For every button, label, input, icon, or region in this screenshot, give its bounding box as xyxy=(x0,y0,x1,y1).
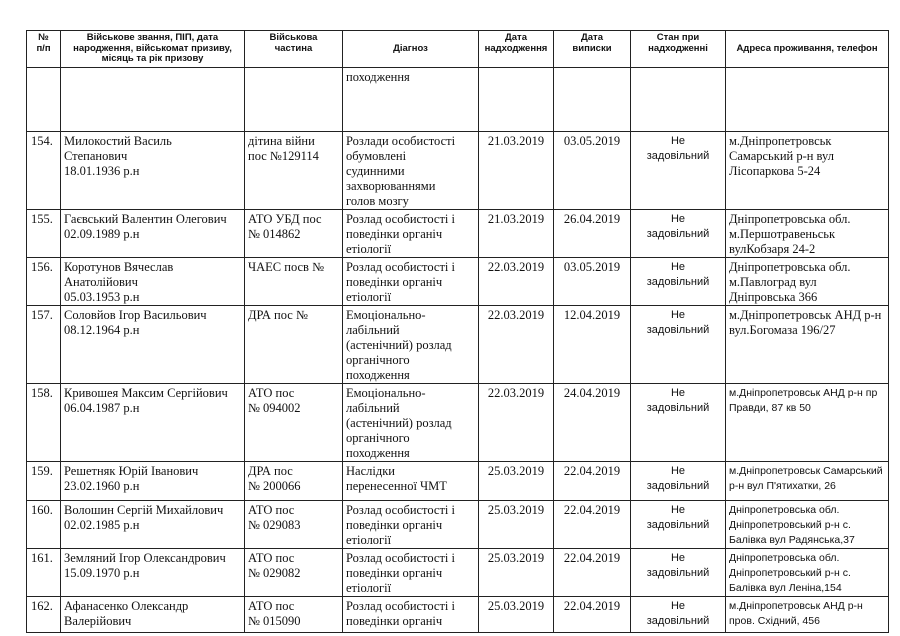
unit-cell xyxy=(245,67,343,131)
discharge-date: 22.04.2019 xyxy=(563,598,621,613)
arrival-date: 25.03.2019 xyxy=(487,550,545,565)
text-line: Дніпропетровська обл. xyxy=(729,259,851,274)
text-line: АТО пос xyxy=(248,385,295,400)
text-line: Самарський р-н вул xyxy=(729,148,834,163)
state-cell xyxy=(631,257,726,305)
text-line: задовільний xyxy=(646,227,710,240)
name-cell xyxy=(61,209,245,257)
state-cell xyxy=(631,461,726,500)
text-line: Дніпропетровський р-н с. xyxy=(729,566,851,579)
state-cell xyxy=(631,305,726,383)
state-cell xyxy=(631,596,726,632)
unit-cell xyxy=(245,209,343,257)
discharge-date: 03.05.2019 xyxy=(563,133,621,148)
unit-cell xyxy=(245,257,343,305)
address-cell xyxy=(726,596,889,632)
text-line: АТО пос xyxy=(248,502,295,517)
table-row xyxy=(27,500,889,548)
discharge-cell xyxy=(554,596,631,632)
discharge-cell xyxy=(554,305,631,383)
text-line: № 029082 xyxy=(248,565,301,580)
text-line: м.Дніпропетровськ АНД р-н xyxy=(729,599,863,612)
table-row xyxy=(27,596,889,632)
name-cell xyxy=(61,305,245,383)
discharge-cell xyxy=(554,257,631,305)
text-line: Правди, 87 кв 50 xyxy=(729,401,811,414)
address-cell xyxy=(726,305,889,383)
text-line: Афанасенко Олександр xyxy=(64,598,189,613)
diagnosis-cell xyxy=(343,257,479,305)
text-line: Не xyxy=(670,599,686,612)
table-row xyxy=(27,257,889,305)
text-line: поведінки органіч xyxy=(346,517,443,532)
discharge-date: 12.04.2019 xyxy=(563,307,621,322)
row-number: 161. xyxy=(31,550,53,565)
text-line: № 094002 xyxy=(248,400,301,415)
text-line: етіології xyxy=(346,289,392,304)
text-line: ДРА пос № xyxy=(248,307,308,322)
text-line: АТО пос xyxy=(248,550,295,565)
header-name: Військове звання, ПІП, дата народження, військомат призиву, місяць та рік призову xyxy=(61,31,245,68)
num-cell xyxy=(27,383,61,461)
text-line: м.Павлоград вул xyxy=(729,274,817,289)
discharge-cell xyxy=(554,548,631,596)
text-line: етіології xyxy=(346,580,392,595)
address-cell xyxy=(726,131,889,209)
text-line: 08.12.1964 р.н xyxy=(64,322,140,337)
diagnosis-cell xyxy=(343,305,479,383)
name-cell xyxy=(61,596,245,632)
text-line: 05.03.1953 р.н xyxy=(64,289,140,304)
text-line: № 014862 xyxy=(248,226,301,241)
text-line: 02.02.1985 р.н xyxy=(64,517,140,532)
header-diagnosis: Діагноз xyxy=(343,31,479,68)
text-line: Балівка вул Радянська,37 xyxy=(729,533,855,546)
discharge-cell xyxy=(554,500,631,548)
text-line: Дніпропетровський р-н с. xyxy=(729,518,851,531)
address-cell xyxy=(726,548,889,596)
table-row xyxy=(27,305,889,383)
unit-cell xyxy=(245,305,343,383)
name-cell xyxy=(61,257,245,305)
text-line: 15.09.1970 р.н xyxy=(64,565,140,580)
unit-cell xyxy=(245,596,343,632)
text-line: Решетняк Юрій Іванович xyxy=(64,463,199,478)
name-cell xyxy=(61,383,245,461)
num-cell xyxy=(27,305,61,383)
text-line: Наслідки xyxy=(346,463,395,478)
header-arrival-date: Дата надходження xyxy=(479,31,554,68)
text-line: задовільний xyxy=(646,479,710,492)
text-line: Лісопаркова 5-24 xyxy=(729,163,821,178)
discharge-date: 24.04.2019 xyxy=(563,385,621,400)
unit-cell xyxy=(245,500,343,548)
text-line: м.Дніпропетровськ Самарський xyxy=(729,464,883,477)
text-line: Не xyxy=(670,134,686,147)
unit-cell xyxy=(245,383,343,461)
table-row xyxy=(27,383,889,461)
text-line: 06.04.1987 р.н xyxy=(64,400,140,415)
diagnosis-cell: походження xyxy=(343,67,479,131)
row-number: 157. xyxy=(31,307,53,322)
arrival-cell xyxy=(479,67,554,131)
text-line: 18.01.1936 р.н xyxy=(64,163,140,178)
arrival-date: 25.03.2019 xyxy=(487,463,545,478)
diagnosis-cell xyxy=(343,209,479,257)
name-cell xyxy=(61,131,245,209)
text-line: Не xyxy=(670,386,686,399)
text-line: № 029083 xyxy=(248,517,301,532)
diagnosis-cell xyxy=(343,548,479,596)
arrival-date: 25.03.2019 xyxy=(487,502,545,517)
text-line: м.Дніпропетровськ xyxy=(729,133,832,148)
text-line: задовільний xyxy=(646,401,710,414)
arrival-cell xyxy=(479,548,554,596)
text-line: етіології xyxy=(346,241,392,256)
text-line: Не xyxy=(670,551,686,564)
text-line: ДРА пос xyxy=(248,463,293,478)
text-line: Емоціонально- xyxy=(346,307,426,322)
text-line: Не xyxy=(670,503,686,516)
text-line: вул.Богомаза 196/27 xyxy=(729,322,836,337)
discharge-cell xyxy=(554,209,631,257)
text-line: походження xyxy=(346,367,410,382)
state-cell xyxy=(631,67,726,131)
text-line: поведінки органіч xyxy=(346,613,443,628)
arrival-cell xyxy=(479,257,554,305)
row-number: 156. xyxy=(31,259,53,274)
text-line: Розлад особистості і xyxy=(346,550,455,565)
text-line: перенесенної ЧМТ xyxy=(346,478,447,493)
unit-cell xyxy=(245,461,343,500)
row-number: 159. xyxy=(31,463,53,478)
text-line: Коротунов Вячеслав xyxy=(64,259,174,274)
arrival-date: 22.03.2019 xyxy=(487,259,545,274)
name-cell xyxy=(61,500,245,548)
text-line: м.Дніпропетровськ АНД р-н xyxy=(729,307,882,322)
num-cell xyxy=(27,131,61,209)
text-line: Милокостий Василь xyxy=(64,133,172,148)
text-line: Кривошея Максим Сергійович xyxy=(64,385,228,400)
table-body xyxy=(27,67,889,632)
text-line: Не xyxy=(670,212,686,225)
text-line: Степанович xyxy=(64,148,128,163)
unit-cell xyxy=(245,131,343,209)
text-line: поведінки органіч xyxy=(346,565,443,580)
text-line: 23.02.1960 р.н xyxy=(64,478,140,493)
text-line: Розлад особистості і xyxy=(346,502,455,517)
text-line: дітина війни xyxy=(248,133,315,148)
arrival-cell xyxy=(479,305,554,383)
text-line: органічного xyxy=(346,430,410,445)
state-cell xyxy=(631,500,726,548)
address-cell xyxy=(726,257,889,305)
num-cell xyxy=(27,548,61,596)
state-cell xyxy=(631,383,726,461)
discharge-date: 22.04.2019 xyxy=(563,502,621,517)
table-row xyxy=(27,131,889,209)
text-line: етіології xyxy=(346,532,392,547)
text-line: Балівка вул Леніна,154 xyxy=(729,581,842,594)
arrival-cell xyxy=(479,461,554,500)
address-cell xyxy=(726,209,889,257)
text-line: Земляний Ігор Олександрович xyxy=(64,550,226,565)
header-num: № п/п xyxy=(27,31,61,68)
num-cell xyxy=(27,500,61,548)
diagnosis-cell xyxy=(343,383,479,461)
text-line: обумовлені xyxy=(346,148,407,163)
arrival-date: 21.03.2019 xyxy=(487,133,545,148)
name-cell xyxy=(61,461,245,500)
text-line: (астенічний) розлад xyxy=(346,337,452,352)
arrival-date: 22.03.2019 xyxy=(487,307,545,322)
address-cell xyxy=(726,461,889,500)
discharge-date: 03.05.2019 xyxy=(563,259,621,274)
text-line: ЧАЕС посв № xyxy=(248,259,325,274)
address-cell xyxy=(726,383,889,461)
text-line: м.Першотравеньськ xyxy=(729,226,836,241)
text-line: Анатолійович xyxy=(64,274,138,289)
text-line: Розлад особистості і xyxy=(346,598,455,613)
discharge-cell xyxy=(554,461,631,500)
diagnosis-cell xyxy=(343,500,479,548)
arrival-cell xyxy=(479,383,554,461)
discharge-date: 22.04.2019 xyxy=(563,550,621,565)
state-cell xyxy=(631,548,726,596)
text-line: захворюваннями xyxy=(346,178,436,193)
arrival-date: 25.03.2019 xyxy=(487,598,545,613)
discharge-cell xyxy=(554,67,631,131)
text-line: пров. Східний, 456 xyxy=(729,614,820,627)
patients-table xyxy=(26,30,889,633)
text-line: Волошин Сергій Михайлович xyxy=(64,502,224,517)
table-header-row xyxy=(27,31,889,68)
text-line: органічного xyxy=(346,352,410,367)
text-line: Дніпропетровська обл. xyxy=(729,551,840,564)
header-address: Адреса проживання, телефон xyxy=(726,31,889,68)
header-unit: Військова частина xyxy=(245,31,343,68)
arrival-cell xyxy=(479,596,554,632)
arrival-cell xyxy=(479,209,554,257)
text-line: задовільний xyxy=(646,566,710,579)
text-line: Не xyxy=(670,464,686,477)
text-line: Не xyxy=(670,308,686,321)
text-line: вулКобзаря 24-2 xyxy=(729,241,816,256)
text-line: м.Дніпропетровськ АНД р-н пр xyxy=(729,386,878,399)
text-line: р-н вул П'ятихатки, 26 xyxy=(729,479,836,492)
text-line: судинними xyxy=(346,163,405,178)
text-line: задовільний xyxy=(646,614,710,627)
row-number: 160. xyxy=(31,502,53,517)
row-number: 155. xyxy=(31,211,53,226)
text-line: № 015090 xyxy=(248,613,301,628)
state-cell xyxy=(631,131,726,209)
text-line: Розлад особистості і xyxy=(346,211,455,226)
text-line: Соловйов Ігор Васильович xyxy=(64,307,207,322)
diagnosis-cell xyxy=(343,596,479,632)
text-line: Дніпровська 366 xyxy=(729,289,818,304)
text-line: задовільний xyxy=(646,149,710,162)
text-line: Гаєвський Валентин Олегович xyxy=(64,211,227,226)
num-cell xyxy=(27,67,61,131)
text-line: Розлади особистості xyxy=(346,133,456,148)
text-line: задовільний xyxy=(646,275,710,288)
unit-cell xyxy=(245,548,343,596)
arrival-date: 21.03.2019 xyxy=(487,211,545,226)
table-row xyxy=(27,209,889,257)
name-cell xyxy=(61,548,245,596)
text-line: поведінки органіч xyxy=(346,226,443,241)
text-line: 02.09.1989 р.н xyxy=(64,226,140,241)
diagnosis-cell xyxy=(343,461,479,500)
state-cell xyxy=(631,209,726,257)
table-row xyxy=(27,461,889,500)
table-row-continued xyxy=(27,67,889,131)
header-state: Стан при надходженні xyxy=(631,31,726,68)
discharge-date: 26.04.2019 xyxy=(563,211,621,226)
text-line: лабільний xyxy=(346,400,400,415)
text-line: походження xyxy=(346,445,410,460)
text-line: АТО УБД пос xyxy=(248,211,322,226)
name-cell xyxy=(61,67,245,131)
diagnosis-cell xyxy=(343,131,479,209)
text-line: Емоціонально- xyxy=(346,385,426,400)
row-number: 162. xyxy=(31,598,53,613)
header-discharge-date: Дата виписки xyxy=(554,31,631,68)
arrival-date: 22.03.2019 xyxy=(487,385,545,400)
text-line: № 200066 xyxy=(248,478,301,493)
text-line: Не xyxy=(670,260,686,273)
num-cell xyxy=(27,596,61,632)
row-number: 158. xyxy=(31,385,53,400)
address-cell xyxy=(726,500,889,548)
num-cell xyxy=(27,461,61,500)
text-line: задовільний xyxy=(646,323,710,336)
table-row xyxy=(27,548,889,596)
discharge-date: 22.04.2019 xyxy=(563,463,621,478)
address-cell xyxy=(726,67,889,131)
text-line: АТО пос xyxy=(248,598,295,613)
text-line: голов мозгу xyxy=(346,193,409,208)
text-line: Дніпропетровська обл. xyxy=(729,211,851,226)
arrival-cell xyxy=(479,131,554,209)
text-line: лабільний xyxy=(346,322,400,337)
discharge-cell xyxy=(554,383,631,461)
arrival-cell xyxy=(479,500,554,548)
text-line: Розлад особистості і xyxy=(346,259,455,274)
discharge-cell xyxy=(554,131,631,209)
text-line: Валерійович xyxy=(64,613,132,628)
text-line: (астенічний) розлад xyxy=(346,415,452,430)
text-line: пос №129114 xyxy=(248,148,319,163)
num-cell xyxy=(27,257,61,305)
row-number: 154. xyxy=(31,133,53,148)
text-line: Дніпропетровська обл. xyxy=(729,503,840,516)
text-line: задовільний xyxy=(646,518,710,531)
num-cell xyxy=(27,209,61,257)
text-line: поведінки органіч xyxy=(346,274,443,289)
